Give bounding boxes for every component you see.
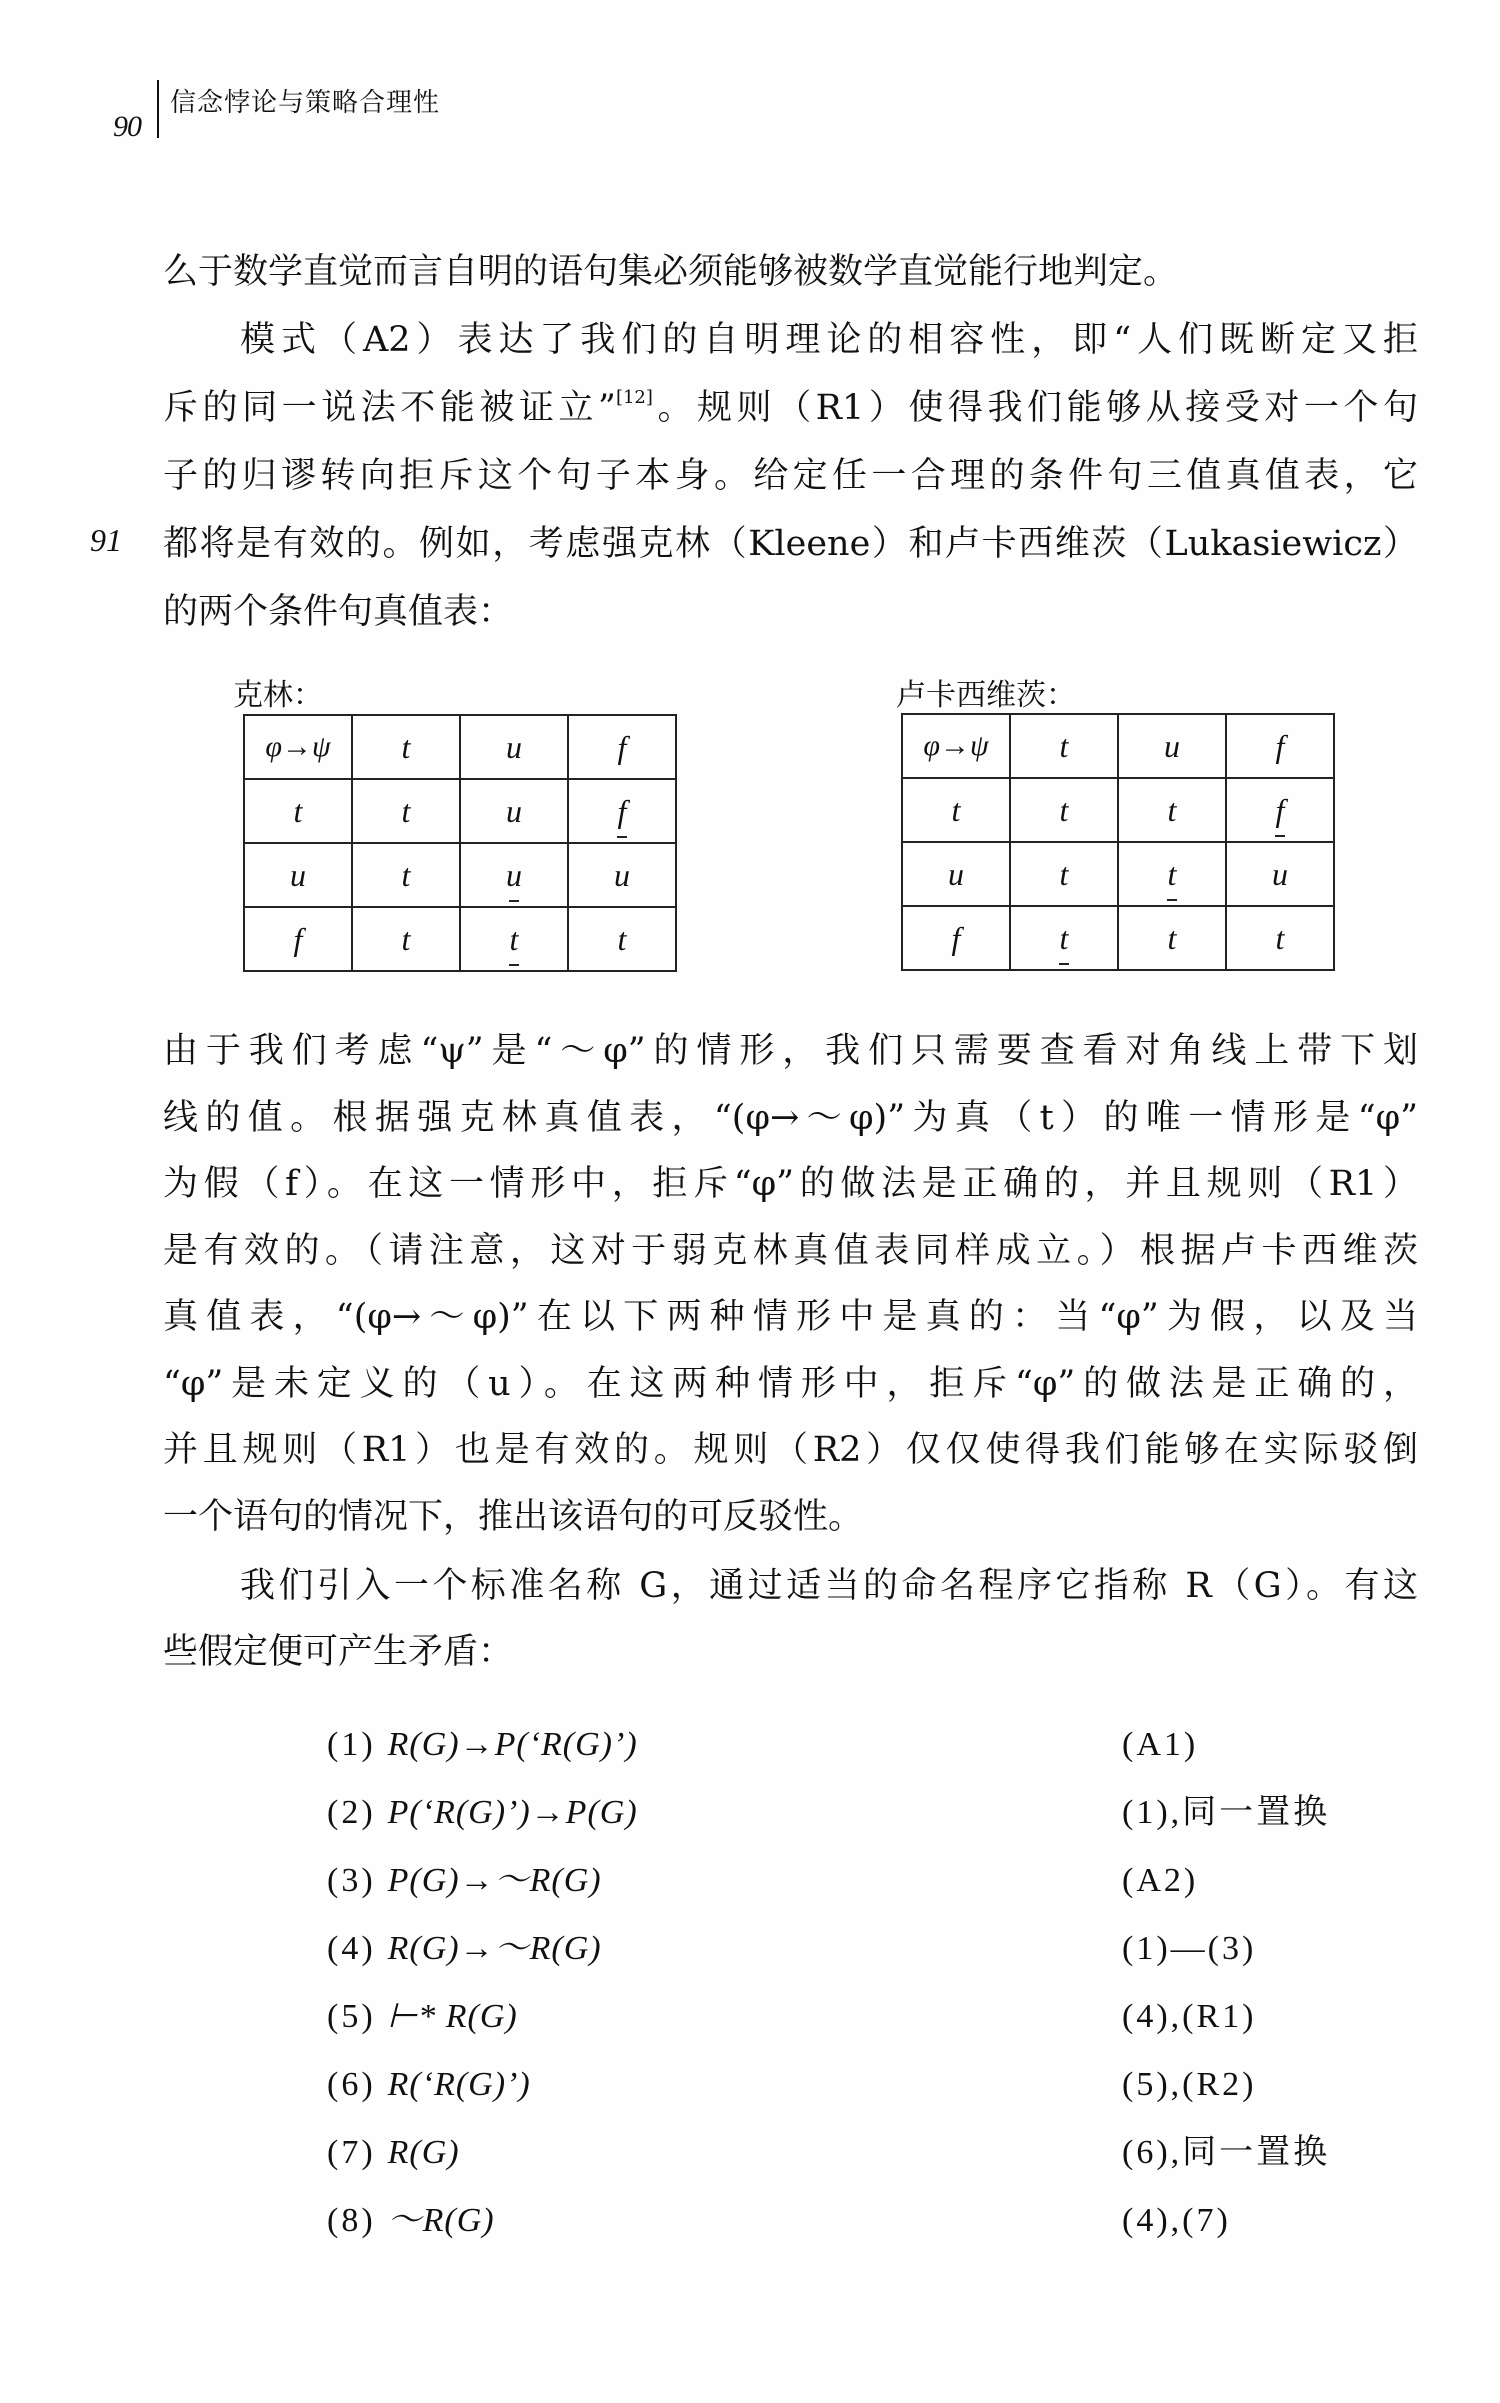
step-formula: ～R(G) — [387, 2202, 495, 2239]
table-row — [244, 907, 676, 971]
paragraph-3-line-4: 是有效的。（请注意，这对于弱克林真值表同样成立。）根据卢卡西维茨 — [163, 1231, 1418, 1271]
derivation-step — [327, 1788, 1427, 1838]
table-cell — [1010, 906, 1118, 970]
step-justification: (1),同一置换 — [1122, 1794, 1331, 1831]
cell-value: u — [290, 856, 306, 893]
paragraph-3-line-3: 为假（f）。在这一情形中，拒斥“φ”的做法是正确的，并且规则（R1） — [163, 1164, 1418, 1204]
paragraph-4-line-2: 些假定便可产生矛盾： — [163, 1632, 514, 1672]
step-formula-group — [327, 1720, 638, 1770]
cell-value: t — [617, 920, 627, 957]
step-formula-group — [327, 2128, 460, 2178]
table-row — [902, 906, 1334, 970]
table-column-header: f — [1226, 714, 1334, 778]
derivation-step — [327, 2060, 1427, 2110]
diagonal-value-underlined: t — [1167, 855, 1177, 892]
paragraph-3-line-6: “φ”是未定义的（u）。在这两种情形中，拒斥“φ”的做法是正确的， — [163, 1364, 1418, 1404]
step-number: (8) — [327, 2202, 376, 2239]
cell-value: u — [506, 792, 522, 829]
table-cell — [1118, 906, 1226, 970]
table-cell — [1226, 778, 1334, 842]
step-justification: (5),(R2) — [1122, 2066, 1257, 2103]
paragraph-2-line-5: 的两个条件句真值表： — [163, 592, 514, 632]
step-formula: R(G) — [387, 2134, 460, 2171]
derivation-step — [327, 1992, 1427, 2042]
table-cell — [352, 907, 460, 971]
cell-value: t — [951, 791, 961, 828]
paragraph-2-line-1: 模式（A2）表达了我们的自明理论的相容性，即“人们既断定又拒 — [240, 320, 1418, 360]
step-justification: (1)—(3) — [1122, 1930, 1257, 1967]
paragraph-2-line-3: 子的归谬转向拒斥这个句子本身。给定任一合理的条件句三值真值表，它 — [163, 456, 1418, 496]
step-formula: R(G)→P(‘R(G)’) — [387, 1726, 638, 1763]
step-justification: (4),(7) — [1122, 2202, 1231, 2239]
table-row-header — [902, 778, 1010, 842]
derivation-step — [327, 1856, 1427, 1906]
lukasiewicz-table-label: 卢卡西维茨： — [896, 678, 1076, 713]
table-cell — [352, 843, 460, 907]
table-cell — [352, 779, 460, 843]
table-row — [244, 779, 676, 843]
table-cell — [1226, 906, 1334, 970]
cell-value: t — [1167, 919, 1177, 956]
table-cell — [1010, 778, 1118, 842]
step-formula: ⊢* R(G) — [387, 1998, 518, 2035]
step-justification: (A1) — [1122, 1726, 1199, 1763]
margin-page-marker: 91 — [90, 522, 122, 558]
table-column-header: u — [1118, 714, 1226, 778]
lukasiewicz-truth-table — [901, 713, 1335, 971]
diagonal-value-underlined: f — [617, 792, 627, 829]
table-row-header — [244, 779, 352, 843]
table-row — [902, 778, 1334, 842]
cell-value: t — [1275, 919, 1285, 956]
step-formula-group — [327, 1924, 602, 1974]
paragraph-3-line-8: 一个语句的情况下，推出该语句的可反驳性。 — [163, 1497, 864, 1537]
table-cell — [1118, 778, 1226, 842]
step-justification: (A2) — [1122, 1862, 1199, 1899]
page-number: 90 — [113, 110, 141, 143]
paragraph-3-line-2: 线的值。根据强克林真值表，“(φ→～φ)”为真（t）的唯一情形是“φ” — [163, 1098, 1418, 1138]
footnote-reference[interactable]: [12] — [615, 387, 653, 408]
step-formula-group — [327, 1788, 638, 1838]
table-row-header — [902, 842, 1010, 906]
cell-value: t — [1059, 855, 1069, 892]
step-formula-group — [327, 2060, 531, 2110]
diagonal-value-underlined: f — [1275, 791, 1285, 828]
paragraph-4-line-1: 我们引入一个标准名称 G，通过适当的命名程序它指称 R（G）。有这 — [240, 1566, 1418, 1606]
cell-value: u — [948, 855, 964, 892]
step-formula: P(‘R(G)’)→P(G) — [387, 1794, 638, 1831]
table-cell — [568, 779, 676, 843]
step-formula-group — [327, 2196, 495, 2246]
step-number: (6) — [327, 2066, 376, 2103]
cell-value: f — [293, 920, 303, 957]
cell-value: t — [401, 856, 411, 893]
cell-value: u — [614, 856, 630, 893]
paragraph-2-line-4: 都将是有效的。例如，考虑强克林（Kleene）和卢卡西维茨（Lukasiewicz） — [163, 524, 1418, 564]
table-column-header: u — [460, 715, 568, 779]
step-formula-group — [327, 1992, 518, 2042]
table-cell — [460, 907, 568, 971]
step-number: (5) — [327, 1998, 376, 2035]
table-row-header — [244, 907, 352, 971]
derivation-step — [327, 1924, 1427, 1974]
step-number: (4) — [327, 1930, 376, 1967]
step-formula: P(G)→～R(G) — [387, 1862, 602, 1899]
paragraph-2-line-2 — [163, 382, 1418, 434]
diagonal-value-underlined: t — [1059, 919, 1069, 956]
cell-value: t — [401, 792, 411, 829]
step-formula: R(‘R(G)’) — [387, 2066, 531, 2103]
line-text: 。规则（R1）使得我们能够从接受对一个句 — [652, 388, 1418, 428]
step-number: (2) — [327, 1794, 376, 1831]
table-row — [902, 842, 1334, 906]
paragraph-1-line-1: 么于数学直觉而言自明的语句集必须能够被数学直觉能行地判定。 — [163, 252, 1179, 292]
diagonal-value-underlined: t — [509, 920, 519, 957]
table-cell — [460, 779, 568, 843]
cell-value: t — [1059, 791, 1069, 828]
table-cell — [568, 843, 676, 907]
table-cell — [1226, 842, 1334, 906]
kleene-table-label: 克林： — [233, 678, 323, 713]
table-row-header — [244, 843, 352, 907]
running-title: 信念悖论与策略合理性 — [170, 88, 441, 118]
step-justification: (6),同一置换 — [1122, 2134, 1331, 2171]
cell-value: u — [1272, 855, 1288, 892]
derivation-step — [327, 1720, 1427, 1770]
table-corner-cell: φ→ψ — [902, 714, 1010, 778]
table-column-header: t — [352, 715, 460, 779]
table-column-header: f — [568, 715, 676, 779]
derivation-step — [327, 2196, 1427, 2246]
table-header-row — [244, 715, 676, 779]
table-row-header — [902, 906, 1010, 970]
line-text: 斥的同一说法不能被证立” — [163, 388, 616, 428]
kleene-truth-table — [243, 714, 677, 972]
table-column-header: t — [1010, 714, 1118, 778]
step-number: (3) — [327, 1862, 376, 1899]
step-justification: (4),(R1) — [1122, 1998, 1257, 2035]
cell-value: t — [401, 920, 411, 957]
paragraph-3-line-7: 并且规则（R1）也是有效的。规则（R2）仅仅使得我们能够在实际驳倒 — [163, 1430, 1418, 1470]
cell-value: t — [293, 792, 303, 829]
step-number: (7) — [327, 2134, 376, 2171]
table-row — [244, 843, 676, 907]
paragraph-3-line-1: 由于我们考虑“ψ”是“～φ”的情形，我们只需要查看对角线上带下划 — [163, 1031, 1418, 1071]
table-cell — [1010, 842, 1118, 906]
step-formula: R(G)→～R(G) — [387, 1930, 602, 1967]
cell-value: t — [1167, 791, 1177, 828]
step-formula-group — [327, 1856, 602, 1906]
step-number: (1) — [327, 1726, 376, 1763]
table-header-row — [902, 714, 1334, 778]
paragraph-3-line-5: 真值表，“(φ→～φ)”在以下两种情形中是真的：当“φ”为假，以及当 — [163, 1297, 1418, 1337]
table-cell — [568, 907, 676, 971]
derivation-step — [327, 2128, 1427, 2178]
header-divider — [157, 80, 159, 138]
diagonal-value-underlined: u — [506, 856, 522, 893]
cell-value: f — [951, 919, 961, 956]
table-corner-cell: φ→ψ — [244, 715, 352, 779]
table-cell — [1118, 842, 1226, 906]
table-cell — [460, 843, 568, 907]
